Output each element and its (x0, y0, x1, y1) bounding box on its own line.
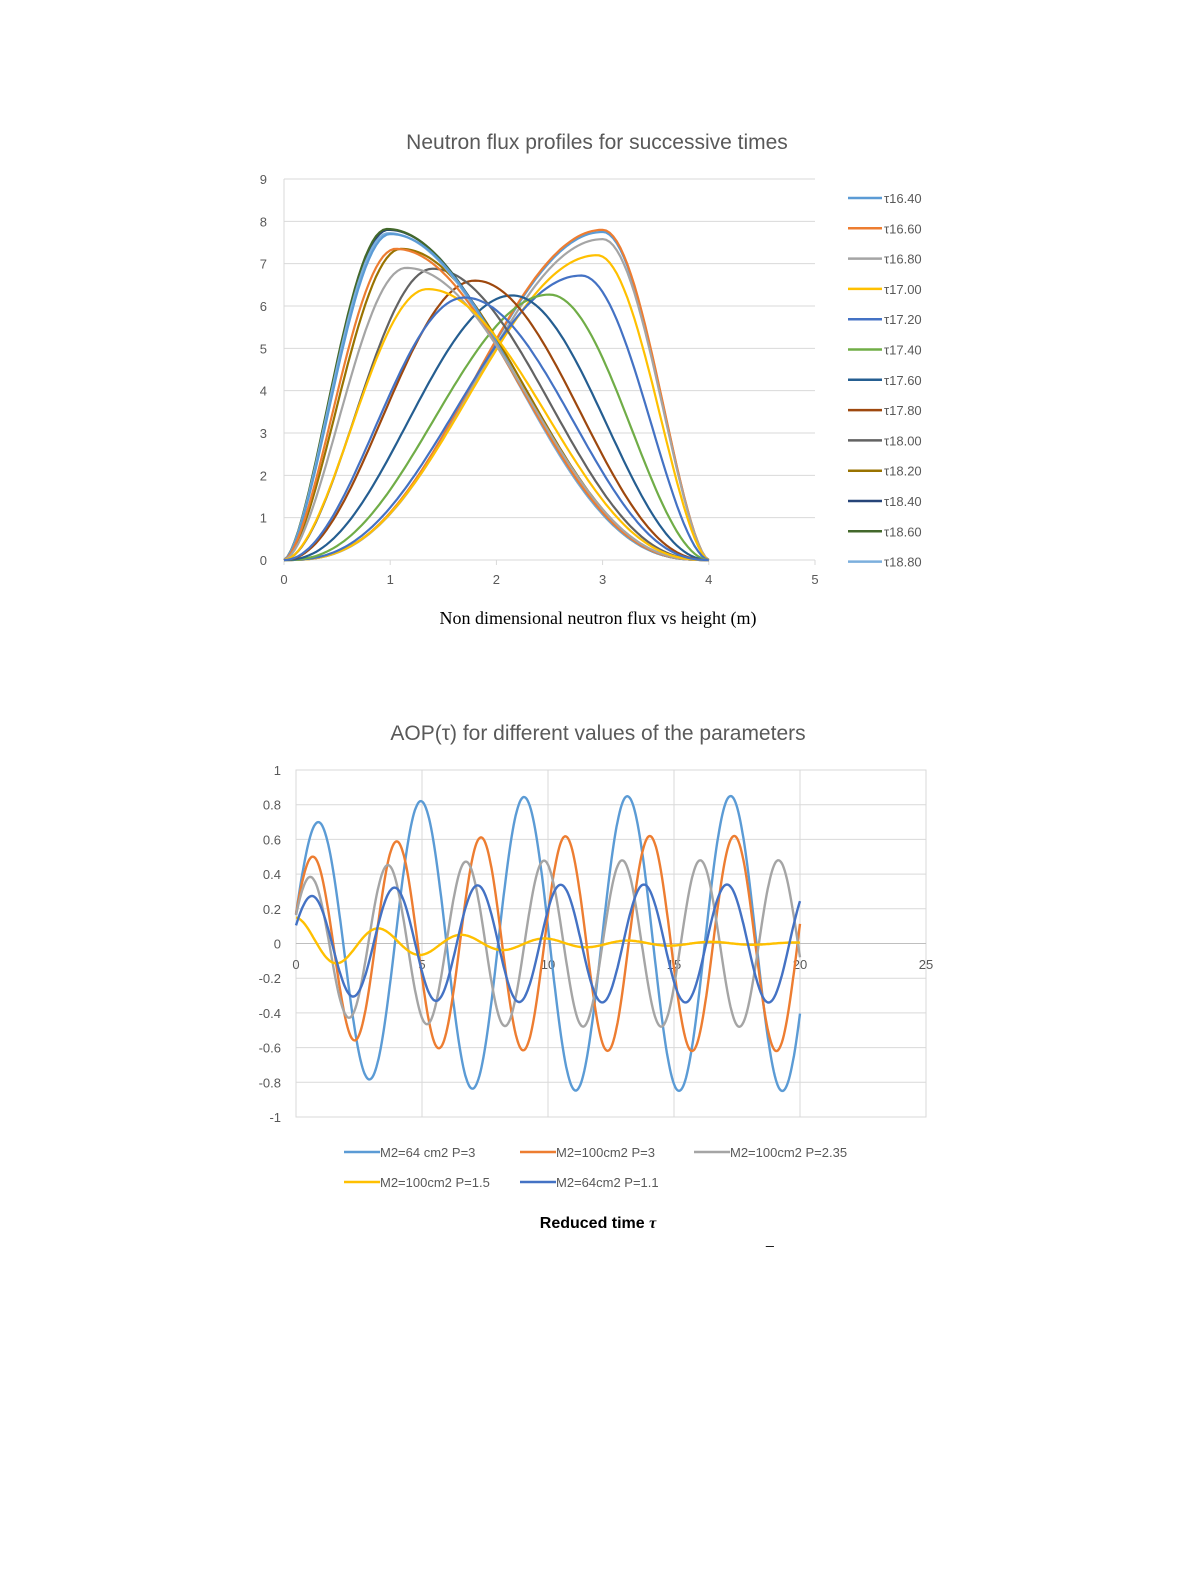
chart2-ytick: -0.4 (258, 1005, 281, 1021)
chart1-ytick: 8 (259, 214, 267, 230)
chart2-xtick: 20 (792, 957, 808, 972)
chart2-ytick: 1 (273, 763, 281, 778)
chart2-ytick: -0.2 (258, 971, 281, 987)
chart2-legend-label: M2=100cm2 P=1.5 (380, 1175, 490, 1190)
chart1-series-line (284, 233, 709, 560)
chart1-xtick: 5 (811, 572, 819, 587)
chart2-caption-text: Reduced time (539, 1215, 650, 1232)
chart1-legend-item (848, 494, 922, 509)
chart1-xtick: 3 (598, 572, 607, 587)
chart2-legend-item (344, 1145, 475, 1160)
neutron-flux-chart (260, 131, 922, 629)
chart2-legend-label: M2=100cm2 P=2.35 (730, 1145, 848, 1160)
chart1-legend-label: τ16.80 (884, 251, 922, 267)
chart2-legend-label: M2=64 cm2 P=3 (380, 1145, 476, 1160)
chart1-ytick: 3 (259, 426, 267, 441)
chart2-xtick: 0 (292, 957, 300, 972)
chart1-xtick: 0 (280, 572, 288, 587)
chart1-legend-item (848, 524, 922, 539)
chart2-ytick: 0.4 (262, 867, 281, 883)
chart1-xtick: 2 (492, 572, 501, 587)
chart1-title: Neutron flux profiles for successive times (406, 131, 788, 154)
chart2-ytick: 0 (273, 936, 281, 952)
chart2-xtick: 10 (540, 957, 556, 972)
chart2-legend-label: M2=64cm2 P=1.1 (556, 1175, 659, 1190)
chart1-series-line (284, 232, 709, 560)
chart1-legend-label: τ17.80 (884, 403, 922, 419)
chart1-legend-item (848, 312, 922, 327)
chart1-legend-item (848, 433, 922, 448)
chart1-series-line (284, 229, 709, 560)
chart1-series-line (284, 230, 709, 560)
chart1-series-line (284, 230, 709, 560)
chart2-caption (540, 1215, 657, 1232)
chart1-legend-item (848, 252, 922, 267)
tau-symbol: τ (649, 1215, 657, 1232)
footer-mark: _ (766, 1231, 774, 1247)
chart2-xtick: 5 (418, 957, 426, 972)
chart1-legend-label: τ17.00 (884, 281, 922, 297)
chart1-series-line (284, 234, 709, 560)
chart1-legend-item (848, 191, 922, 206)
chart2-ytick: 0.6 (262, 832, 281, 848)
chart1-ytick: 1 (259, 510, 267, 526)
chart2-xtick: 25 (918, 957, 934, 972)
chart1-series-line (284, 255, 709, 560)
chart2-ytick: -0.6 (258, 1040, 281, 1056)
chart1-legend-item (848, 403, 922, 418)
chart2-legend-item (520, 1175, 659, 1190)
chart2-xtick: 15 (666, 957, 682, 972)
chart2-ytick: 0.8 (262, 797, 281, 813)
chart1-legend-item (848, 221, 922, 236)
chart1-legend-label: τ17.40 (884, 342, 922, 358)
chart1-legend-label: τ16.40 (884, 191, 922, 206)
chart2-title: AOP(τ) for different values of the parameters (390, 722, 806, 745)
chart1-legend-label: τ18.60 (884, 524, 922, 540)
chart1-ytick: 4 (259, 383, 267, 399)
chart2-legend-item (694, 1145, 847, 1160)
chart2-legend-label: M2=100cm2 P=3 (556, 1145, 656, 1160)
chart1-caption: Non dimensional neutron flux vs height (m) (439, 608, 757, 628)
chart1-legend-item (848, 343, 922, 358)
chart1-legend-item (848, 555, 922, 570)
chart1-ytick: 7 (259, 256, 267, 272)
chart2-ytick: -0.8 (258, 1075, 281, 1091)
chart1-xtick: 1 (386, 572, 394, 587)
aop-chart (259, 722, 934, 1232)
chart2-legend-item (520, 1145, 655, 1160)
chart1-ytick: 0 (259, 553, 267, 568)
chart2-legend-item (344, 1175, 490, 1190)
chart2-ytick: -1 (269, 1110, 281, 1125)
chart1-legend-item (848, 464, 922, 479)
chart1-legend-label: τ16.60 (884, 221, 922, 237)
chart1-legend-label: τ18.40 (884, 494, 922, 509)
chart1-legend-label: τ18.00 (884, 433, 922, 449)
chart1-ytick: 5 (259, 341, 267, 357)
chart1-xtick: 4 (705, 572, 713, 587)
chart1-legend-label: τ17.20 (884, 312, 922, 328)
chart1-ytick: 6 (259, 299, 267, 314)
chart1-legend-label: τ17.60 (884, 372, 922, 388)
chart1-ytick: 2 (259, 468, 267, 484)
chart1-ytick: 9 (259, 172, 267, 187)
chart1-legend-item (848, 282, 922, 297)
chart1-legend-label: τ18.80 (884, 554, 922, 570)
chart1-legend-item (848, 373, 922, 388)
chart2-ytick: 0.2 (262, 901, 281, 917)
chart1-legend-label: τ18.20 (884, 463, 922, 479)
